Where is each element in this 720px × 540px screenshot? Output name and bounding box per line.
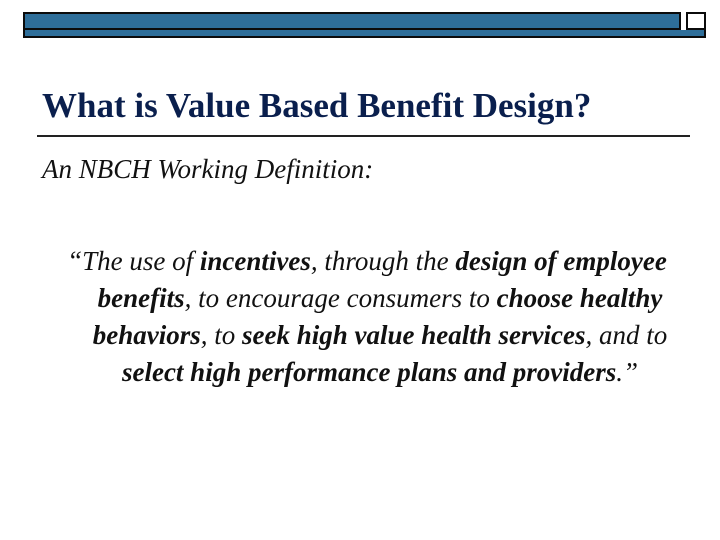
quote-segment: , through the: [310, 246, 456, 276]
header-decorative-bar: [23, 12, 681, 30]
slide-title: What is Value Based Benefit Design?: [42, 86, 592, 125]
slide-subtitle: An NBCH Working Definition:: [42, 154, 374, 184]
quote-segment: “The use of: [67, 246, 200, 276]
quote-segment: .”: [616, 357, 639, 387]
header-decorative-square: [686, 12, 706, 30]
quote-emphasis: design of employee benefits: [97, 246, 667, 313]
definition-quote: [60, 243, 700, 391]
quote-segment: , to encourage consumers to: [184, 283, 497, 313]
title-divider: [37, 135, 690, 137]
quote-emphasis: select high performance plans and providers: [121, 357, 617, 387]
quote-emphasis: choose healthy behaviors: [92, 283, 663, 350]
quote-segment: , and to: [585, 320, 668, 350]
quote-emphasis: seek high value health services: [242, 320, 586, 350]
quote-emphasis: incentives: [199, 246, 311, 276]
quote-segment: , to: [200, 320, 242, 350]
header-decorative-stripe: [23, 30, 706, 38]
